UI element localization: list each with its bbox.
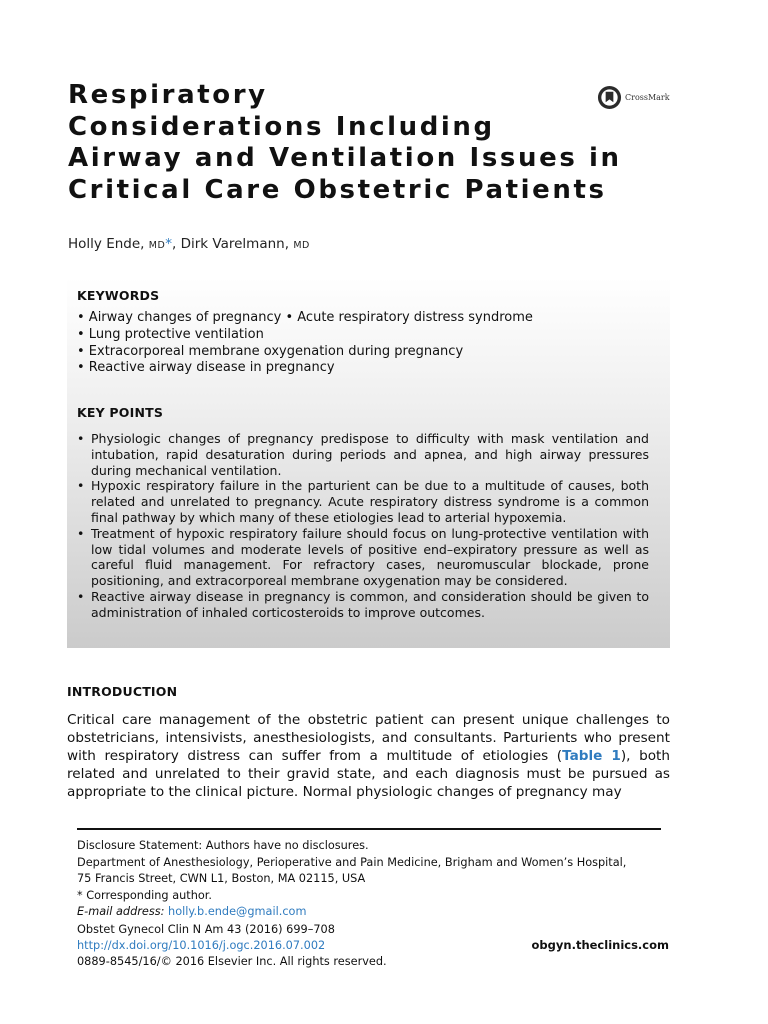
table-1-link[interactable]: Table 1	[562, 748, 621, 764]
keywords-heading: KEYWORDS	[77, 288, 160, 303]
author-degree: MD	[293, 240, 310, 251]
article-title	[68, 80, 668, 206]
footnote-divider	[77, 828, 661, 830]
title-line: Airway and Ventilation Issues in	[68, 143, 622, 173]
citation-block	[77, 922, 477, 970]
footnotes	[77, 838, 677, 921]
email-link[interactable]: holly.b.ende@gmail.com	[168, 905, 307, 918]
affiliation-line: 75 Francis Street, CWN L1, Boston, MA 02115, USA	[77, 872, 366, 885]
crossmark-badge[interactable]	[597, 84, 677, 110]
key-point-item: • Treatment of hypoxic respiratory failure should focus on lung-protective ventilation with low tidal volumes and moderate levels of positive end–expiratory pressure as well as careful fluid management. For refractory cases, neuromuscular blockade, prone positioning, and extracorporeal membrane oxygenation may be considered.	[77, 526, 649, 589]
keyword-item: • Extracorporeal membrane oxygenation during pregnancy	[77, 343, 464, 359]
author-name: Holly Ende,	[68, 236, 145, 252]
corresponding-author-note: * Corresponding author.	[77, 888, 212, 902]
email-line	[77, 904, 677, 921]
keyword-item: • Reactive airway disease in pregnancy	[77, 360, 335, 376]
doi-link[interactable]: http://dx.doi.org/10.1016/j.ogc.2016.07.002	[77, 939, 326, 952]
email-label: E-mail address:	[77, 905, 165, 918]
affiliation-line: Department of Anesthesiology, Perioperative and Pain Medicine, Brigham and Women’s Hospital,	[77, 855, 627, 869]
crossmark-label: CrossMark	[625, 92, 670, 102]
author-degree: MD	[148, 240, 166, 251]
title-line: Respiratory	[68, 80, 268, 110]
intro-text-start: Critical care management of the obstetric patient can present unique challenges to obstetricians, intensivists, anesthesiologists, and consultants. Parturients who present with respiratory distress can suffer from a multitude of etiologies (	[67, 712, 670, 764]
keywords-list	[77, 310, 657, 377]
author-line	[68, 236, 310, 252]
journal-citation: Obstet Gynecol Clin N Am 43 (2016) 699–708	[77, 923, 335, 936]
introduction-heading: INTRODUCTION	[67, 684, 178, 699]
key-point-item: • Reactive airway disease in pregnancy is common, and consideration should be given to administration of inhaled corticosteroids to improve outcomes.	[77, 589, 649, 621]
disclosure-statement: Disclosure Statement: Authors have no disclosures.	[77, 839, 369, 852]
introduction-paragraph	[67, 711, 670, 815]
title-line: Considerations Including	[68, 111, 495, 142]
title-line: Critical Care Obstetric Patients	[68, 174, 607, 205]
author-separator: ,	[172, 236, 177, 252]
author-name: Dirk Varelmann,	[180, 236, 290, 252]
key-points-heading: KEY POINTS	[77, 405, 164, 420]
crossmark-icon	[597, 85, 622, 110]
key-point-item: • Hypoxic respiratory failure in the parturient can be due to a multitude of causes, both related and unrelated to pregnancy. Acute respiratory distress syndrome is a common final pathway by which many of these etiologies lead to arterial hypoxemia.	[77, 478, 649, 525]
keyword-item: • Lung protective ventilation	[77, 326, 264, 342]
intro-text-end: ), both related and unrelated to their gravid state, and each diagnosis must be pursued as appropriate to the clinical picture. Normal physiologic changes of pregnancy may	[67, 748, 670, 800]
corresponding-author-marker[interactable]: *	[165, 236, 173, 252]
keyword-item: • Airway changes of pregnancy • Acute respiratory distress syndrome	[77, 310, 533, 325]
key-points-list	[77, 431, 649, 621]
copyright-line: 0889-8545/16/© 2016 Elsevier Inc. All rights reserved.	[77, 955, 387, 968]
key-point-item: • Physiologic changes of pregnancy predispose to difficulty with mask ventilation and intubation, rapid desaturation during periods and apnea, and high airway pressures during mechanical ventilation.	[77, 431, 649, 478]
journal-website: obgyn.theclinics.com	[531, 938, 669, 952]
